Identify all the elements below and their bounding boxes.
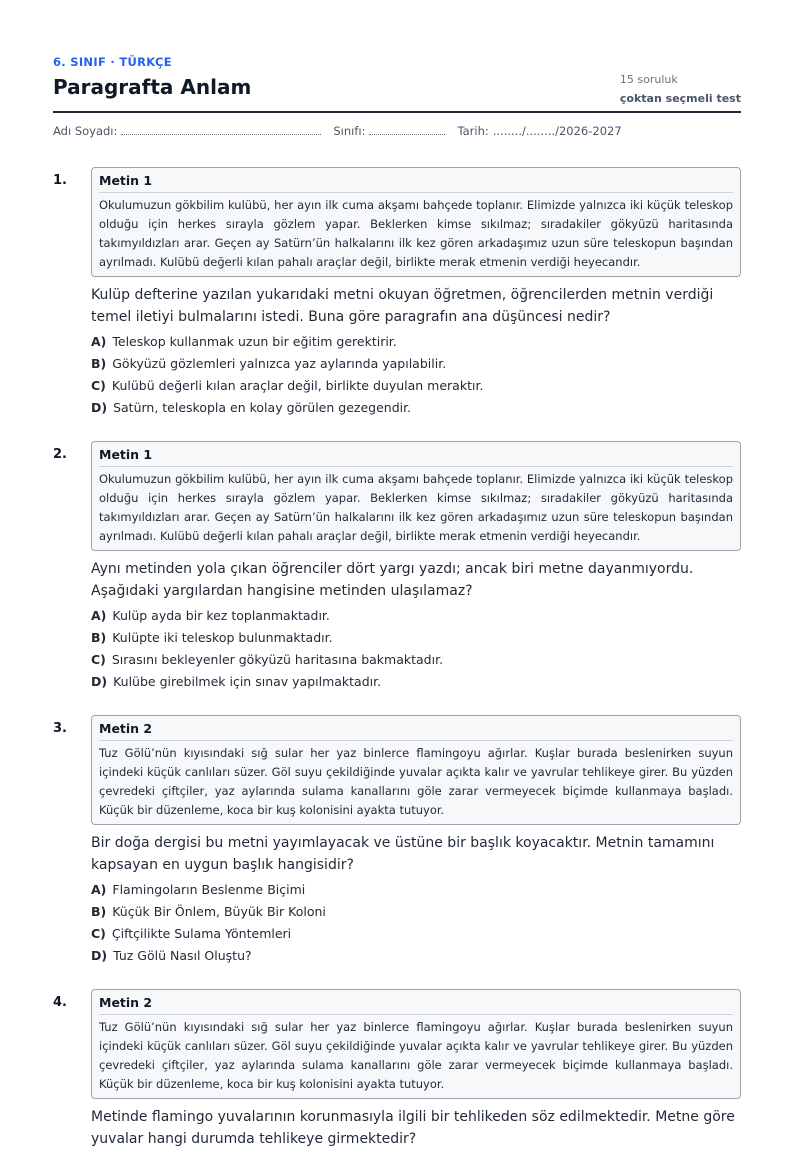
passage-text: Tuz Gölü’nün kıyısındaki sığ sular her yaz binlerce flamingoyu ağırlar. Kuşlar burada beslenirken suyun içindeki küçük canlıları süzer. Göl suyu çekildiğinde yuvalar açıkta kalır ve yavrular tehlikeye girer. Bu yüzden çevredeki çiftçiler, yaz aylarında sulama kanallarını göle zarar vermeyecek biçimde kullanmaya başladı. Küçük bir düzenleme, koca bir kuş kolonisini ayakta tutuyor. [99, 1020, 733, 1091]
question-stem: Kulüp defterine yazılan yukarıdaki metni okuyan öğretmen, öğrencilerden metnin verdiği temel iletiyi bulmalarını istedi. Buna göre paragrafın ana düşüncesi nedir? [91, 287, 714, 325]
option-text: Çiftçilikte Sulama Yöntemleri [111, 926, 292, 941]
option-text: Kulübü değerli kılan araçlar değil, birlikte duyulan meraktır. [111, 378, 484, 393]
option-letter: C) [91, 926, 106, 941]
answer-option[interactable] [91, 923, 741, 945]
reading-passage-box [91, 441, 741, 551]
option-text: Teleskop kullanmak uzun bir eğitim gerektirir. [112, 334, 397, 349]
passage-text: Okulumuzun gökbilim kulübü, her ayın ilk cuma akşamı bahçede toplanır. Elimizde yalnızca iki küçük teleskop olduğu için herkes sırayla gözlem yapar. Beklerken kimse sıkılmaz; sıradakiler gökyüzü haritasında takımyıldızları arar. Geçen ay Satürn’ün halkalarını ilk kez gören arkadaşımız uzun süre teleskopun başından ayrılmadı. Kulübü değerli kılan pahalı araçlar değil, birlikte merak etmenin verdiği heyecandır. [99, 472, 733, 543]
answer-option[interactable] [91, 605, 741, 627]
name-field[interactable] [53, 124, 321, 138]
question-body [91, 715, 741, 967]
option-letter: A) [91, 882, 107, 897]
question-list [53, 167, 741, 1153]
option-letter: C) [91, 652, 106, 667]
option-text: Gökyüzü gözlemleri yalnızca yaz aylarında yapılabilir. [112, 356, 447, 371]
answer-option[interactable] [91, 397, 741, 419]
question-body [91, 167, 741, 419]
option-text: Küçük Bir Önlem, Büyük Bir Koloni [112, 904, 326, 919]
answer-option[interactable] [91, 901, 741, 923]
question-stem: Aynı metinden yola çıkan öğrenciler dört yargı yazdı; ancak biri metne dayanmıyordu. Aşağıdaki yargılardan hangisine metinden ulaşılamaz? [91, 561, 694, 599]
question-item [53, 441, 741, 693]
date-value[interactable]: ......../......../2026-2027 [492, 124, 622, 138]
question-item [53, 167, 741, 419]
answer-option[interactable] [91, 945, 741, 967]
name-blank[interactable] [121, 124, 321, 135]
question-count: 15 soruluk [619, 73, 678, 86]
option-letter: A) [91, 334, 107, 349]
passage-title: Metin 1 [99, 173, 733, 193]
question-number: 2. [53, 447, 67, 462]
answer-option[interactable] [91, 375, 741, 397]
option-letter: B) [91, 356, 107, 371]
test-meta [620, 70, 741, 108]
class-field[interactable] [333, 124, 445, 138]
option-text: Satürn, teleskopla en kolay görülen gezegendir. [113, 400, 412, 415]
option-letter: B) [91, 904, 107, 919]
option-text: Kulüp ayda bir kez toplanmaktadır. [112, 608, 330, 623]
option-text: Kulübe girebilmek için sınav yapılmaktadır. [113, 674, 382, 689]
passage-title: Metin 1 [99, 447, 733, 467]
answer-options [91, 331, 741, 419]
reading-passage-box [91, 715, 741, 825]
answer-option[interactable] [91, 671, 741, 693]
option-text: Kulüpte iki teleskop bulunmaktadır. [112, 630, 333, 645]
date-label: Tarih: [457, 124, 489, 138]
question-body [91, 989, 741, 1153]
answer-options [91, 605, 741, 693]
option-letter: C) [91, 378, 106, 393]
answer-option[interactable] [91, 331, 741, 353]
option-text: Sırasını bekleyenler gökyüzü haritasına bakmaktadır. [111, 652, 444, 667]
answer-option[interactable] [91, 649, 741, 671]
option-text: Tuz Gölü Nasıl Oluştu? [113, 948, 252, 963]
passage-text: Tuz Gölü’nün kıyısındaki sığ sular her yaz binlerce flamingoyu ağırlar. Kuşlar burada beslenirken suyun içindeki küçük canlıları süzer. Göl suyu çekildiğinde yuvalar açıkta kalır ve yavrular tehlikeye girer. Bu yüzden çevredeki çiftçiler, yaz aylarında sulama kanallarını göle zarar vermeyecek biçimde kullanmaya başladı. Küçük bir düzenleme, koca bir kuş kolonisini ayakta tutuyor. [99, 746, 733, 817]
page-title: Paragrafta Anlam [53, 75, 252, 99]
option-letter: A) [91, 608, 107, 623]
question-number: 1. [53, 173, 67, 188]
option-letter: D) [91, 948, 108, 963]
reading-passage-box [91, 167, 741, 277]
worksheet-header [53, 0, 741, 113]
class-label: Sınıfı: [333, 124, 366, 138]
name-label: Adı Soyadı: [53, 124, 118, 138]
option-letter: D) [91, 400, 108, 415]
question-stem: Bir doğa dergisi bu metni yayımlayacak ve üstüne bir başlık koyacaktır. Metnin tamamını kapsayan en uygun başlık hangisidir? [91, 835, 715, 873]
passage-text: Okulumuzun gökbilim kulübü, her ayın ilk cuma akşamı bahçede toplanır. Elimizde yalnızca iki küçük teleskop olduğu için herkes sırayla gözlem yapar. Beklerken kimse sıkılmaz; sıradakiler gökyüzü haritasında takımyıldızları arar. Geçen ay Satürn’ün halkalarını ilk kez gören arkadaşımız uzun süre teleskopun başından ayrılmadı. Kulübü değerli kılan pahalı araçlar değil, birlikte merak etmenin verdiği heyecandır. [99, 198, 733, 269]
question-item [53, 715, 741, 967]
passage-title: Metin 2 [99, 995, 733, 1015]
class-blank[interactable] [369, 124, 445, 135]
test-type: çoktan seçmeli test [619, 92, 741, 105]
question-item [53, 989, 741, 1153]
option-letter: D) [91, 674, 108, 689]
answer-option[interactable] [91, 879, 741, 901]
question-stem: Metinde flamingo yuvalarının korunmasıyla ilgili bir tehlikeden söz edilmektedir. Metne göre yuvalar hangi durumda tehlikeye girmektedir? [91, 1109, 735, 1147]
question-body [91, 441, 741, 693]
answer-options [91, 879, 741, 967]
option-text: Flamingoların Beslenme Biçimi [112, 882, 306, 897]
question-number: 4. [53, 995, 67, 1010]
reading-passage-box [91, 989, 741, 1099]
answer-option[interactable] [91, 627, 741, 649]
question-number: 3. [53, 721, 67, 736]
grade-subject-label: 6. SINIF · TÜRKÇE [53, 55, 172, 69]
date-field[interactable] [457, 124, 621, 138]
option-letter: B) [91, 630, 107, 645]
passage-title: Metin 2 [99, 721, 733, 741]
answer-option[interactable] [91, 353, 741, 375]
student-info-fields [53, 124, 741, 144]
